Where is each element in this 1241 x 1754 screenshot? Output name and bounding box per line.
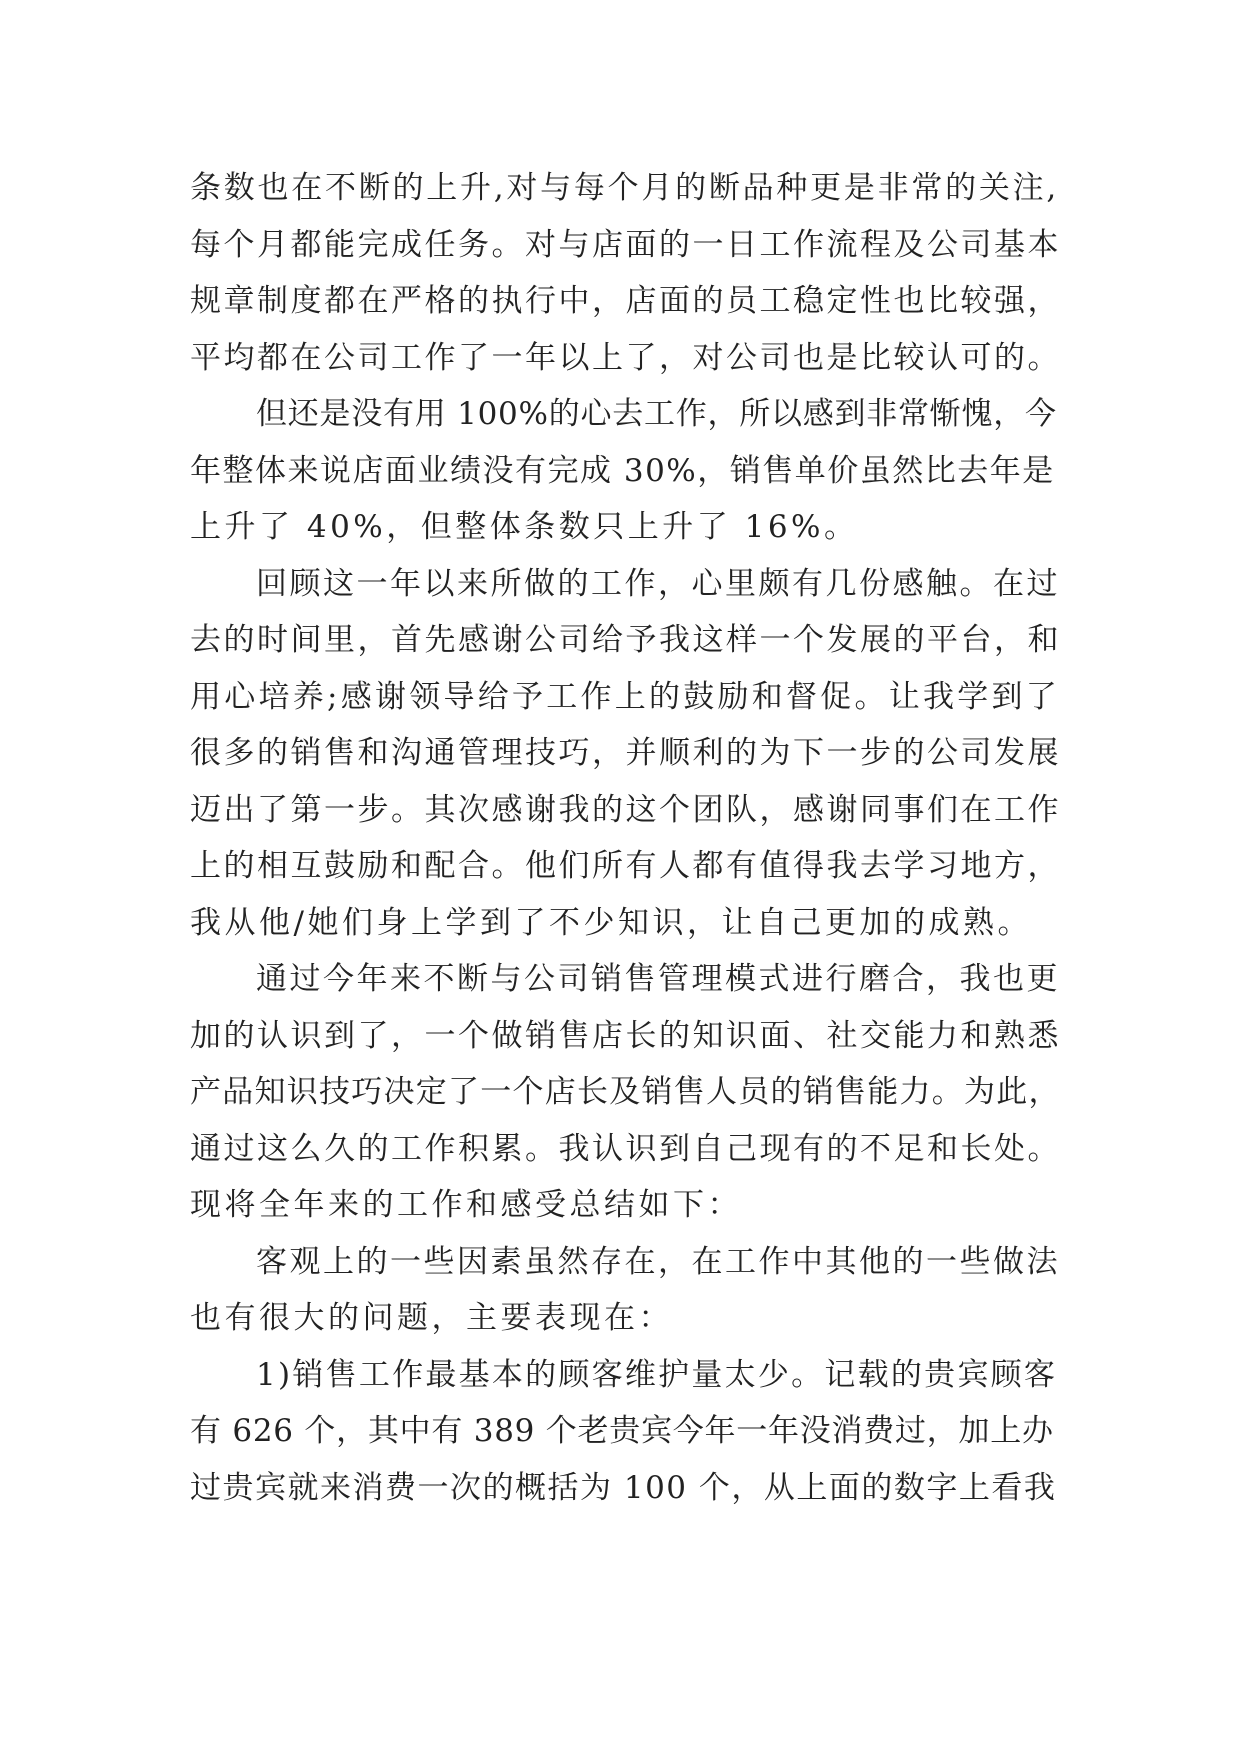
text-line: 通过这么久的工作积累。我认识到自己现有的不足和长处。	[190, 1131, 1061, 1167]
paragraph-first-line: 1)销售工作最基本的顾客维护量太少。记载的贵宾顾客	[256, 1357, 1058, 1393]
text-line: 很多的销售和沟通管理技巧，并顺利的为下一步的公司发展	[190, 735, 1061, 771]
paragraph-first-line: 但还是没有用 100%的心去工作，所以感到非常惭愧，今	[256, 396, 1057, 432]
text-line: 加的认识到了，一个做销售店长的知识面、社交能力和熟悉	[190, 1018, 1061, 1054]
text-line: 现将全年来的工作和感受总结如下：	[190, 1187, 742, 1223]
paragraph-first-line: 回顾这一年以来所做的工作，心里颇有几份感触。在过	[256, 566, 1060, 602]
text-line: 平均都在公司工作了一年以上了，对公司也是比较认可的。	[190, 340, 1061, 376]
text-line: 用心培养;感谢领导给予工作上的鼓励和督促。让我学到了	[190, 679, 1060, 715]
paragraph-first-line: 通过今年来不断与公司销售管理模式进行磨合，我也更	[256, 961, 1060, 997]
text-line: 条数也在不断的上升,对与每个月的断品种更是非常的关注,	[190, 170, 1059, 206]
text-line: 每个月都能完成任务。对与店面的一日工作流程及公司基本	[190, 227, 1061, 263]
text-line: 规章制度都在严格的执行中，店面的员工稳定性也比较强，	[190, 283, 1061, 319]
text-line: 迈出了第一步。其次感谢我的这个团队，感谢同事们在工作	[190, 792, 1061, 828]
text-line: 年整体来说店面业绩没有完成 30%，销售单价虽然比去年是	[190, 453, 1055, 489]
paragraph-first-line: 客观上的一些因素虽然存在，在工作中其他的一些做法	[256, 1244, 1060, 1280]
text-line: 过贵宾就来消费一次的概括为 100 个，从上面的数字上看我	[190, 1470, 1057, 1506]
text-line: 上升了 40%，但整体条数只上升了 16%。	[190, 509, 859, 545]
text-line: 也有很大的问题，主要表现在：	[190, 1300, 673, 1336]
text-line: 上的相互鼓励和配合。他们所有人都有值得我去学习地方，	[190, 848, 1061, 884]
text-line: 产品知识技巧决定了一个店长及销售人员的销售能力。为此，	[190, 1074, 1061, 1110]
text-line: 去的时间里，首先感谢公司给予我这样一个发展的平台，和	[190, 622, 1061, 658]
text-line: 我从他/她们身上学到了不少知识，让自己更加的成熟。	[190, 905, 1032, 941]
text-line: 有 626 个，其中有 389 个老贵宾今年一年没消费过，加上办	[190, 1413, 1054, 1449]
